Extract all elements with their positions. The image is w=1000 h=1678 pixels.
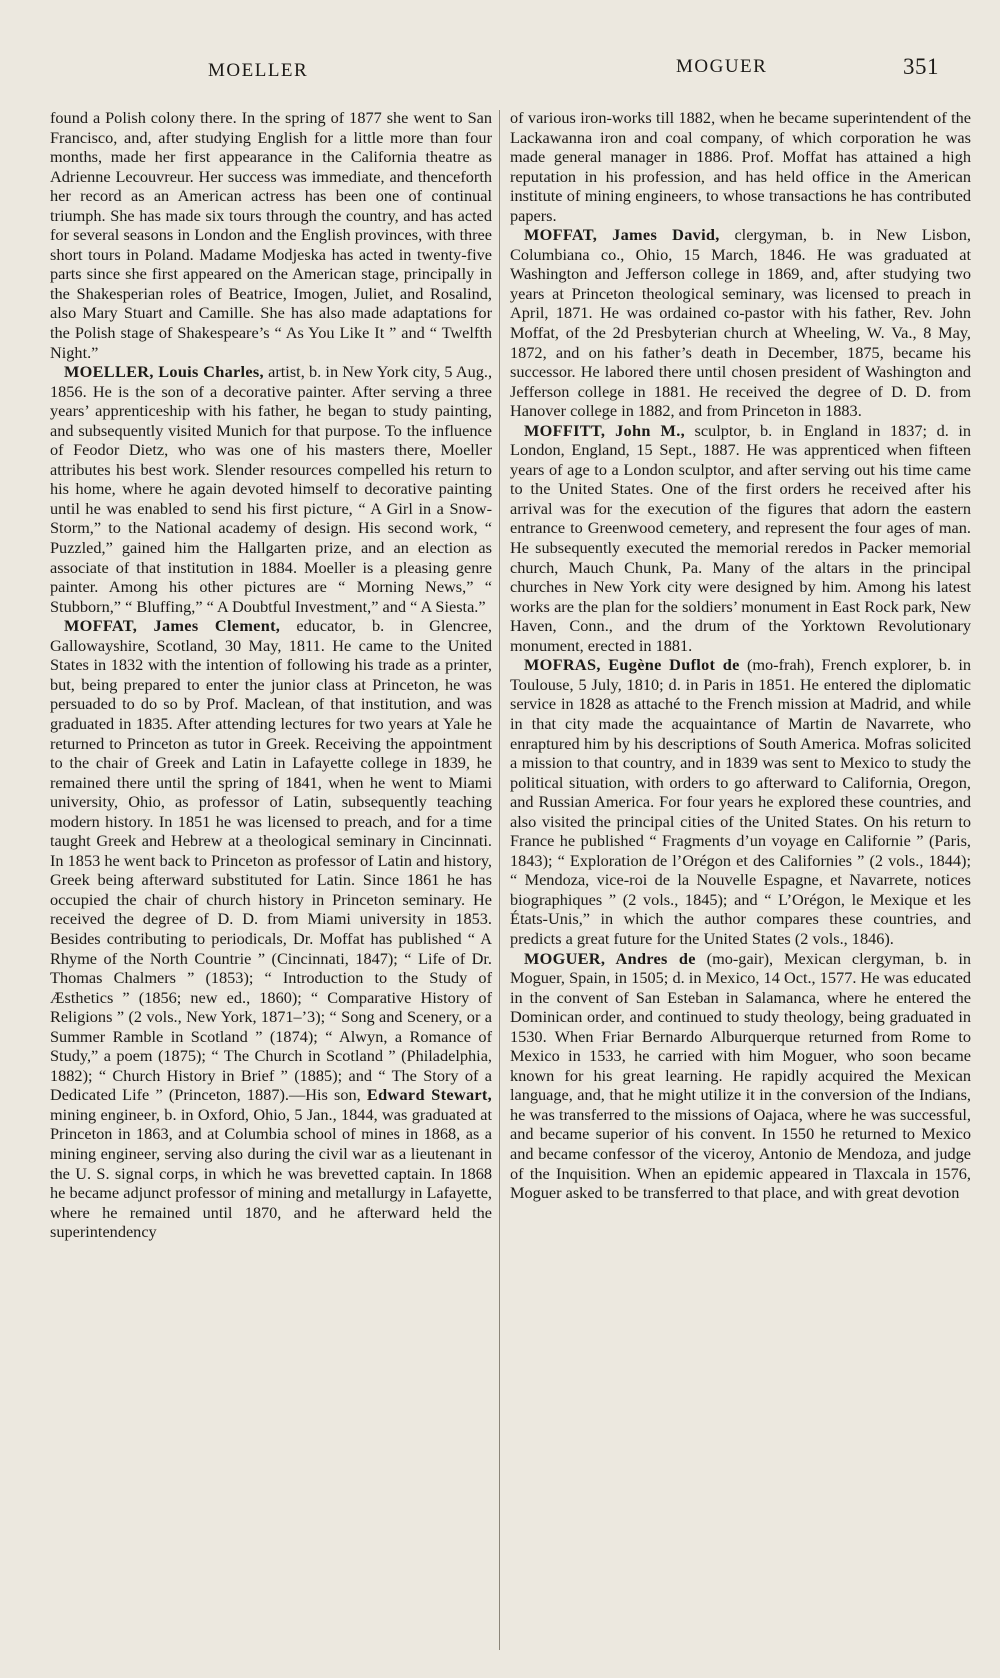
entry-body: artist, b. in New York city, 5 Aug., 1856. He is the son of a decorative painter. After serving a three years’ apprenticeship with his father, he began to study painting, and subsequently visited Munich for that purpose. To the influence of Feodor Dietz, who was one of his masters there, Moeller attributes his best work. Slender resources compelled his return to his home, where he again devoted himself to decorative painting until he was enabled to send his first picture, “ A Girl in a Snow-Storm,” to the National academy of design. His second work, “ Puzzled,” gained him the Hallgarten prize, and an election as associate of that institution in 1884. Moeller is a pleasing genre painter. Among his other pictures are “ Morning News,” “ Stubborn,” “ Bluffing,” “ A Doubtful Investment,” and “ A Siesta.” — [50, 362, 493, 616]
entry-body: mining engineer, b. in Oxford, Ohio, 5 Jan., 1844, was graduated at Princeton in 1863, and at Columbia school of mines in 1868, as a mining engineer, serving also during the civil war as a lieutenant in the U. S. signal corps, in which he was brevetted captain. In 1868 he became adjunct professor of mining and metallurgy in Lafayette, where he remained until 1870, and he afterward held the superintendency — [50, 1104, 492, 1242]
entry-headword: MOFFAT, James Clement, — [64, 616, 281, 636]
entry-headword: MOGUER, Andres de — [524, 948, 696, 968]
entry-continuation: of various iron-works till 1882, when he became superintendent of the Lackawanna iron and coal company, of which corporation he was made general manager in 1886. Prof. Moffat has attained a high reputation in his profession, and has held office in the American institute of mining engineers, to whose transactions he has contributed papers. — [510, 108, 971, 225]
entry-moguer — [510, 949, 971, 1203]
entry-body: educator, b. in Glencree, Gallowayshire, Scotland, 30 May, 1811. He came to the United States in 1832 with the intention of following his trade as a printer, but, being prepared to enter the junior class at Princeton, he was persuaded to do so by Prof. Maclean, of that institution, and was graduated in 1835. After attending lectures for two years at Yale he returned to Princeton as tutor in Greek. Receiving the appointment to the chair of Greek and Latin in Lafayette college in 1839, he remained there until the spring of 1841, when he went to Miami university, Ohio, as professor of Latin, subsequently teaching modern history. In 1851 he was licensed to preach, and for a time taught Greek and Hebrew at a theological seminary in Cincinnati. In 1853 he went back to Princeton as professor of Latin and history, Greek being afterward substituted for Latin. Since 1861 he has occupied the chair of church history in Princeton seminary. He received the degree of D. D. from Miami university in 1853. Besides contributing to periodicals, Dr. Moffat has published “ A Rhyme of the North Countrie ” (Cincinnati, 1847); “ Life of Dr. Thomas Chalmers ” (1853); “ Introduction to the Study of Æsthetics ” (1856; new ed., 1860); “ Comparative History of Religions ” (2 vols., New York, 1871–’3); “ Song and Scenery, or a Summer Ramble in Scotland ” (1874); “ Alwyn, a Romance of Study,” a poem (1875); “ The Church in Scotland ” (Philadelphia, 1882); “ Church History in Brief ” (1885); and “ The Story of a Dedicated Life ” (Princeton, 1887).—His son, — [50, 616, 492, 1105]
entry-moffat-james-david — [510, 225, 971, 420]
page-number: 351 — [903, 54, 939, 79]
left-column — [50, 108, 492, 1242]
entry-headword: MOFFAT, James David, — [524, 225, 720, 245]
entry-headword: MOELLER, Louis Charles, — [64, 362, 264, 382]
entry-headword: MOFFITT, John M., — [524, 420, 685, 440]
running-header — [0, 56, 1000, 86]
header-right-term: MOGUER — [676, 56, 768, 77]
entry-continuation: found a Polish colony there. In the spring of 1877 she went to San Francisco, and, after studying English for a little more than four months, made her first appearance in the California theatre as Adrienne Lecouvreur. Her success was immediate, and thenceforth her record as an American actress has been one of continual triumph. She has made six tours through the country, and has acted for several seasons in London and the English provinces, with three short tours in Poland. Madame Modjeska has acted in twenty-five parts since she first appeared on the American stage, principally in the Shakesperian roles of Beatrice, Imogen, Juliet, and Rosalind, also Mary Stuart and Camille. She has also made adaptations for the Polish stage of Shakespeare’s “ As You Like It ” and “ Twelfth Night.” — [50, 108, 492, 362]
entry-body: (mo-gair), Mexican clergyman, b. in Moguer, Spain, in 1505; d. in Mexico, 14 Oct., 1577. He was educated in the convent of San Esteban in Salamanca, where he entered the Dominican order, and continued to study theology, being graduated in 1530. When Friar Bernardo Alburquerque returned from Rome to Mexico in 1533, he carried with him Moguer, who soon became known for his great learning. He rapidly acquired the Mexican language, and, that he might utilize it in the conversion of the Indians, he was transferred to the missions of Oajaca, where he was successful, and became superior of his convent. In 1550 he returned to Mexico and became confessor of the viceroy, Antonio de Mendoza, and judge of the Inquisition. When an epidemic appeared in Tlaxcala in 1576, Moguer asked to be transferred to that place, and with great devotion — [510, 948, 971, 1203]
entry-body: sculptor, b. in England in 1837; d. in London, England, 15 Sept., 1887. He was apprenticed when fifteen years of age to a London sculptor, and after serving out his time came to the United States. One of the first orders he received after his arrival was for the execution of the figures that adorn the eastern entrance to Greenwood cemetery, and represent the four ages of man. He subsequently executed the memorial reredos in Packer memorial church, Mauch Chunk, Pa. Many of the altars in the principal churches in New York city were designed by him. Among his latest works are the plan for the soldiers’ monument in East Rock park, New Haven, Conn., and the drum of the Yorktown Revolutionary monument, erected in 1881. — [510, 420, 972, 655]
entry-mofras — [510, 655, 971, 948]
right-column — [510, 108, 971, 1203]
entry-moffat-james-clement — [50, 616, 492, 1242]
column-divider — [499, 110, 500, 1650]
entry-sub-headword: Edward Stewart, — [366, 1085, 493, 1105]
header-left-term: MOELLER — [208, 60, 309, 81]
entry-body: (mo-frah), French explorer, b. in Toulouse, 5 July, 1810; d. in Paris in 1851. He entered the diplomatic service in 1828 as attaché to the French mission at Madrid, and while in that city made the acquaintance of Martin de Navarrete, who enraptured him by his descriptions of South America. Mofras solicited a mission to that country, and in 1839 was sent to Mexico to study the political situation, with orders to go afterward to California, Oregon, and Russian America. For four years he explored these countries, and also visited the principal cities of the United States. On his return to France he published “ Fragments d’un voyage en Californie ” (Paris, 1843); “ Exploration de l’Orégon et des Californies ” (2 vols., 1844); “ Mendoza, vice-roi de la Nouvelle Espagne, et Navarrete, notices biographiques ” (2 vols., 1845); and “ L’Orégon, le Mexique et les États-Unis,” in which the author compares these countries, and predicts a great future for the United States (2 vols., 1846). — [510, 655, 971, 948]
entry-body: clergyman, b. in New Lisbon, Columbiana co., Ohio, 15 March, 1846. He was graduated at Washington and Jefferson college in 1869, and, after studying two years at Princeton theological seminary, was licensed to preach in April, 1871. He was ordained co-pastor with his father, Rev. John Moffat, of the 2d Presbyterian church at Wheeling, W. Va., 8 May, 1872, and on his father’s death in December, 1875, became his successor. He labored there until chosen president of Washington and Jefferson college in 1881. He received the degree of D. D. from Hanover college in 1882, and from Princeton in 1883. — [510, 225, 972, 421]
entry-headword: MOFRAS, Eugène Duflot de — [524, 655, 740, 675]
entry-moffitt — [510, 421, 971, 656]
entry-moeller — [50, 362, 492, 616]
